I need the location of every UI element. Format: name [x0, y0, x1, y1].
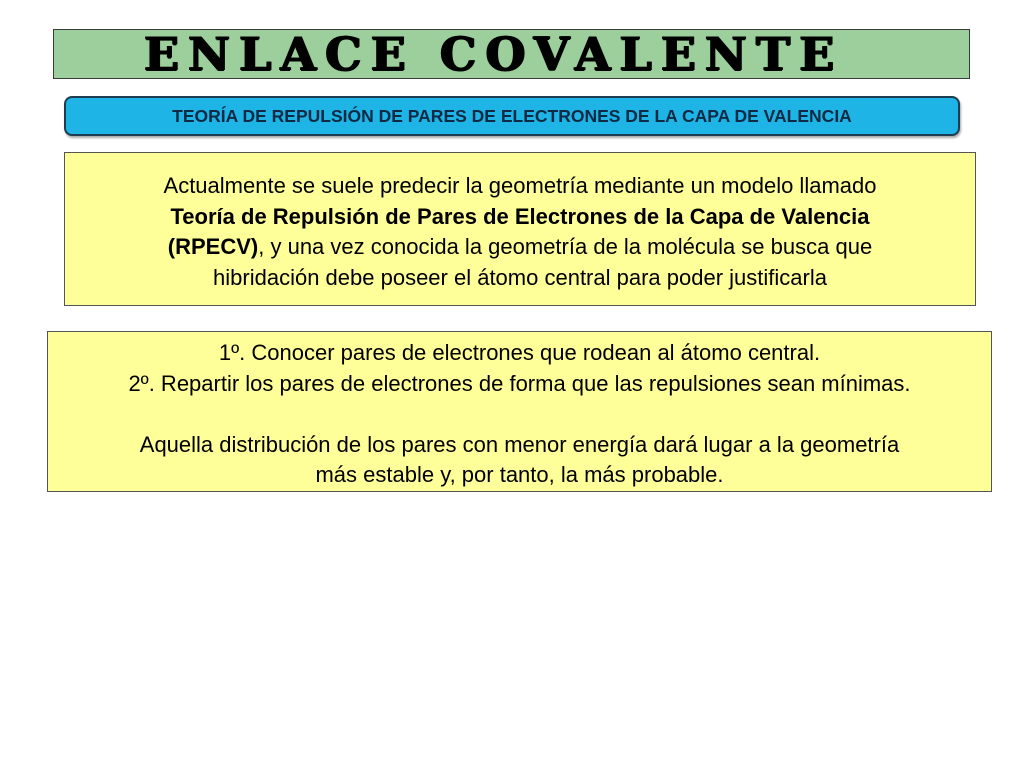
intro-line-2-bold: Teoría de Repulsión de Pares de Electrones de la Capa de Valencia — [170, 203, 870, 229]
subtitle-banner — [64, 96, 960, 136]
blank-line — [48, 399, 991, 430]
intro-text-box — [64, 152, 976, 306]
slide-subtitle: TEORÍA DE REPULSIÓN DE PARES DE ELECTRONES DE LA CAPA DE VALENCIA — [172, 105, 852, 126]
rpecv-acronym: (RPECV) — [167, 234, 259, 259]
conclusion-line-2: más estable y, por tanto, la más probable. — [315, 462, 724, 487]
intro-line-4: hibridación debe poseer el átomo central para poder justificarla — [213, 264, 827, 290]
intro-line-3-rest: , y una vez conocida la geometría de la molécula se busca que — [258, 234, 873, 259]
title-banner — [53, 29, 970, 79]
slide-title: ENLACE COVALENTE — [144, 27, 844, 81]
step-2: 2º. Repartir los pares de electrones de forma que las repulsiones sean mínimas. — [128, 370, 911, 396]
step-1: 1º. Conocer pares de electrones que rodean al átomo central. — [218, 340, 821, 365]
intro-line-3 — [65, 232, 975, 263]
conclusion-line-1: Aquella distribución de los pares con menor energía dará lugar a la geometría — [139, 431, 900, 457]
intro-line-1: Actualmente se suele predecir la geometría mediante un modelo llamado — [163, 173, 877, 198]
steps-text-box — [47, 331, 992, 492]
